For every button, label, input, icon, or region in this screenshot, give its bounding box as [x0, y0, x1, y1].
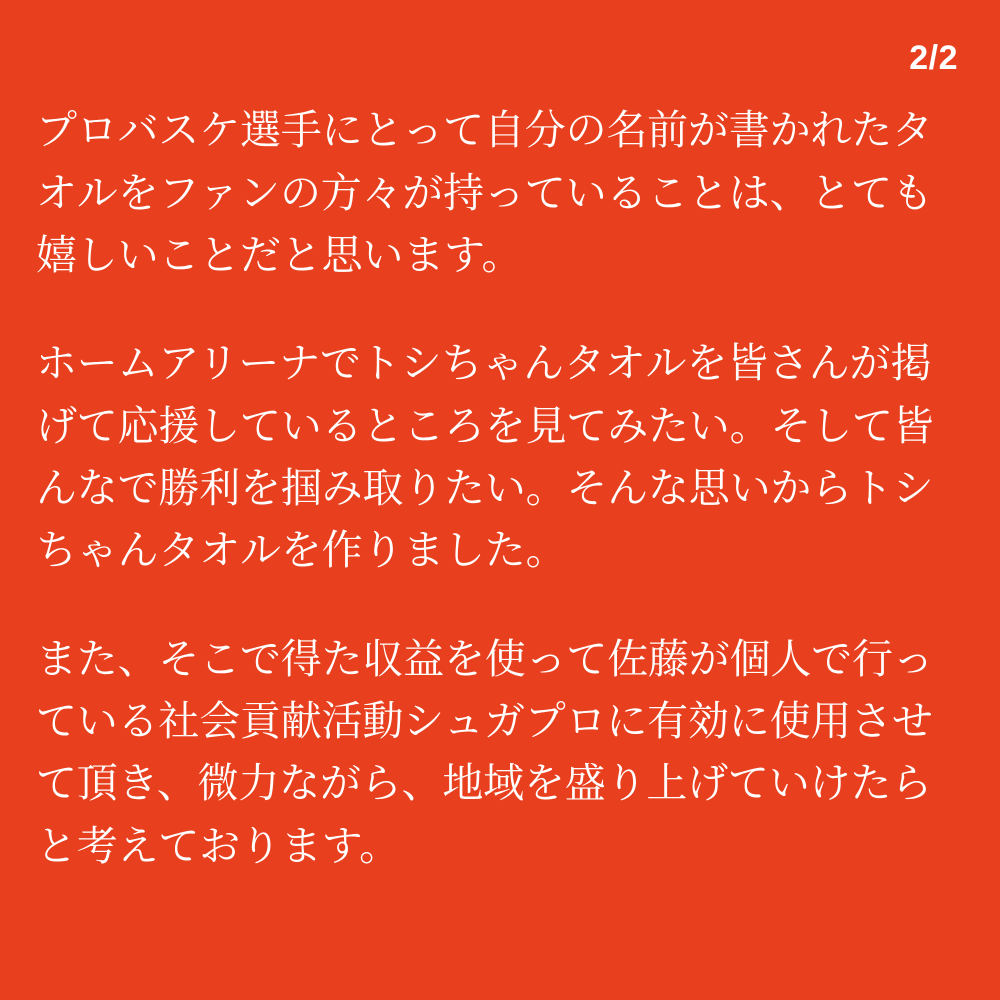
- body-text: [36, 99, 964, 876]
- page-counter: 2/2: [909, 39, 958, 77]
- paragraph: プロバスケ選手にとって自分の名前が書かれたタオルをファンの方々が持っていることは、とても嬉しいことだと思います。: [36, 107, 933, 279]
- paragraph: また、そこで得た収益を使って佐藤が個人で行っている社会貢献活動シュガプロに有効に使用させて頂き、微力ながら、地域を盛り上げていけたらと考えております。: [36, 635, 934, 869]
- paragraph: ホームアリーナでトシちゃんタオルを皆さんが掲げて応援しているところを見てみたい。そして皆んなで勝利を掴み取りたい。そんな思いからトシちゃんタオルを作りました。: [36, 340, 934, 574]
